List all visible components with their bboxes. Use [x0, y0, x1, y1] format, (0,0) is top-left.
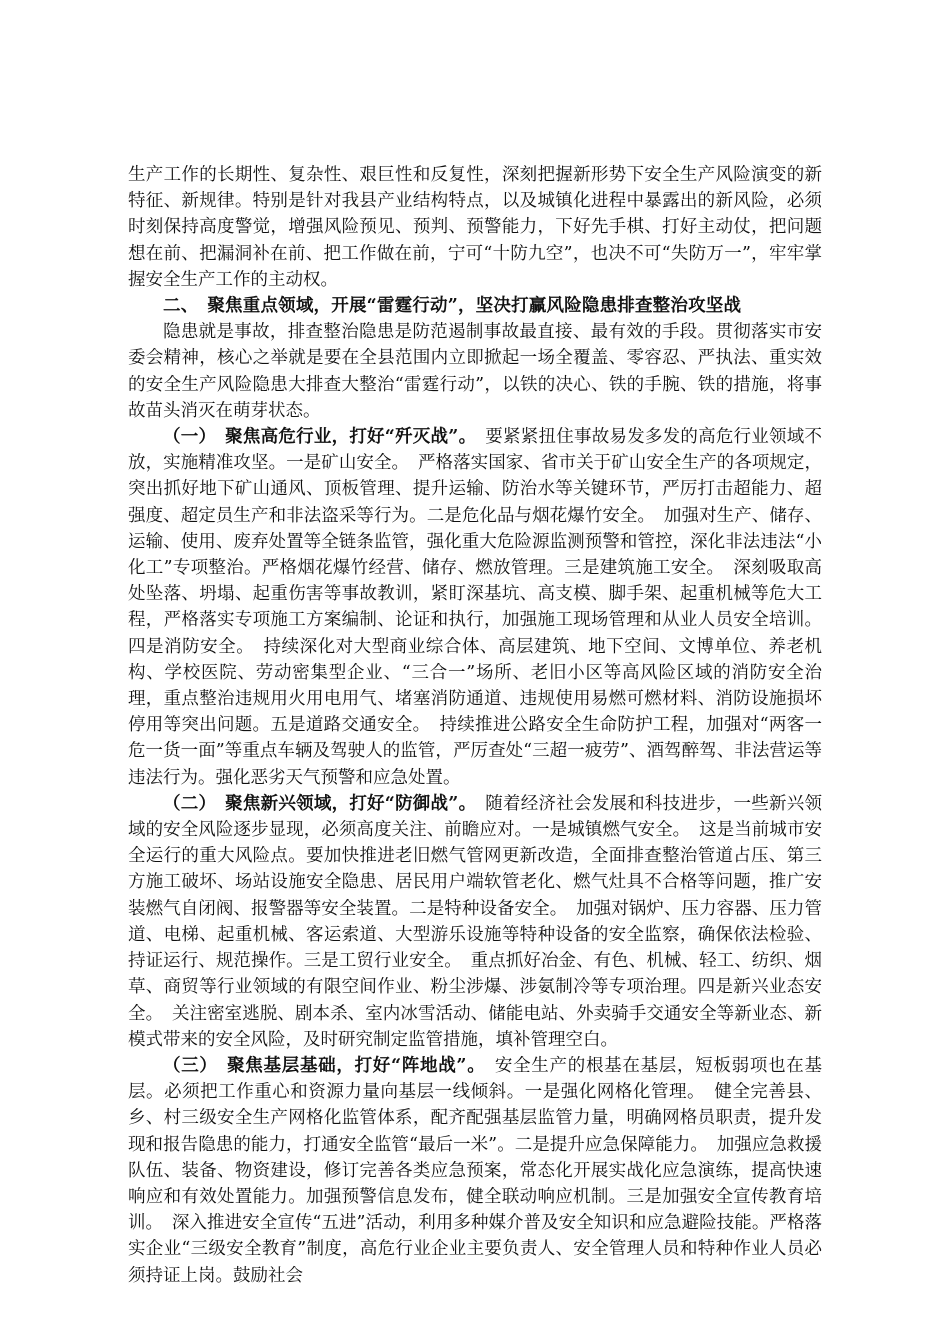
subsection-three-title: （三） 聚焦基层基础，打好“阵地战”。 — [163, 1055, 477, 1076]
subsection-one-title: （一） 聚焦高危行业，打好“歼灭战”。 — [163, 427, 468, 448]
subsection-two-body: 随着经济社会发展和科技进步，一些新兴领域的安全风险逐步显现，必须高度关注、前瞻应对。一是城镇燃气安全。 这是当前城市安全运行的重大风险点。要加快推进老旧燃气管网更新改造，全面排查整治管道占压、第三方施工破坏、场站设施安全隐患、居民用户端软管老化、燃气灶具不合格等问题，推广安装燃气自闭阀、报警器等安全装置。二是特种设备安全。 加强对锅炉、压力容器、压力管道、电梯、起重机械、客运索道、大型游乐设施等特种设备的安全监察，确保依法检验、持证运行、规范操作。三是工贸行业安全。 重点抓好冶金、有色、机械、轻工、纺织、烟草、商贸等行业领域的有限空间作业、粉尘涉爆、涉氨制冷等专项治理。四是新兴业态安全。 关注密室逃脱、剧本杀、室内冰雪活动、储能电站、外卖骑手交通安全等新业态、新模式带来的安全风险，及时研究制定监管措施，填补管理空白。 — [128, 793, 822, 1050]
document-body — [128, 162, 822, 1289]
subsection-two-title: （二） 聚焦新兴领域，打好“防御战”。 — [163, 793, 468, 814]
section-heading-two: 二、 聚焦重点领域，开展“雷霆行动”，坚决打赢风险隐患排查整治攻坚战 — [163, 296, 742, 317]
subsection-three-paragraph — [128, 1053, 822, 1289]
section-intro-paragraph: 隐患就是事故，排查整治隐患是防范遏制事故最直接、最有效的手段。贯彻落实市安委会精神，核心之举就是要在全县范围内立即掀起一场全覆盖、零容忍、严执法、重实效的安全生产风险隐患大排查大整治“雷霆行动”，以铁的决心、铁的手腕、铁的措施，将事故苗头消灭在萌芽状态。 — [128, 322, 822, 421]
subsection-three-body: 安全生产的根基在基层，短板弱项也在基层。必须把工作重心和资源力量向基层一线倾斜。一是强化网格化管理。 健全完善县、乡、村三级安全生产网格化监管体系，配齐配强基层监管力量，明确网格员职责，提升发现和报告隐患的能力，打通安全监管“最后一米”。二是提升应急保障能力。 加强应急救援队伍、装备、物资建设，修订完善各类应急预案，常态化开展实战化应急演练，提高快速响应和有效处置能力。加强预警信息发布，健全联动响应机制。三是加强安全宣传教育培训。 深入推进安全宣传“五进”活动，利用多种媒介普及安全知识和应急避险技能。严格落实企业“三级安全教育”制度，高危行业企业主要负责人、安全管理人员和特种作业人员必须持证上岗。鼓励社会 — [128, 1055, 822, 1286]
subsection-one-body: 要紧紧扭住事故易发多发的高危行业领域不放，实施精准攻坚。一是矿山安全。 严格落实国家、省市关于矿山安全生产的各项规定，突出抓好地下矿山通风、顶板管理、提升运输、防治水等关键环节，严厉打击超能力、超强度、超定员生产和非法盗采等行为。二是危化品与烟花爆竹安全。 加强对生产、储存、运输、使用、废弃处置等全链条监管，强化重大危险源监测预警和管控，深化非法违法“小化工”专项整治。严格烟花爆竹经营、储存、燃放管理。三是建筑施工安全。 深刻吸取高处坠落、坍塌、起重伤害等事故教训，紧盯深基坑、高支模、脚手架、起重机械等危大工程，严格落实专项施工方案编制、论证和执行，加强施工现场管理和从业人员安全培训。四是消防安全。 持续深化对大型商业综合体、高层建筑、地下空间、文博单位、养老机构、学校医院、劳动密集型企业、“三合一”场所、老旧小区等高风险区域的消防安全治理，重点整治违规用火用电用气、堵塞消防通道、违规使用易燃可燃材料、消防设施损坏停用等突出问题。五是道路交通安全。 持续推进公路安全生命防护工程，加强对“两客一危一货一面”等重点车辆及驾驶人的监管，严厉查处“三超一疲劳”、酒驾醉驾、非法营运等违法行为。强化恶劣天气预警和应急处置。 — [128, 427, 822, 788]
subsection-two-paragraph — [128, 791, 822, 1053]
subsection-one-paragraph — [128, 424, 822, 791]
paragraph-continuation: 生产工作的长期性、复杂性、艰巨性和反复性，深刻把握新形势下安全生产风险演变的新特征、新规律。特别是针对我县产业结构特点，以及城镇化进程中暴露出的新风险，必须时刻保持高度警觉，增强风险预见、预判、预警能力，下好先手棋、打好主动仗，把问题想在前、把漏洞补在前、把工作做在前，宁可“十防九空”，也决不可“失防万一”，牢牢掌握安全生产工作的主动权。 — [128, 165, 822, 290]
